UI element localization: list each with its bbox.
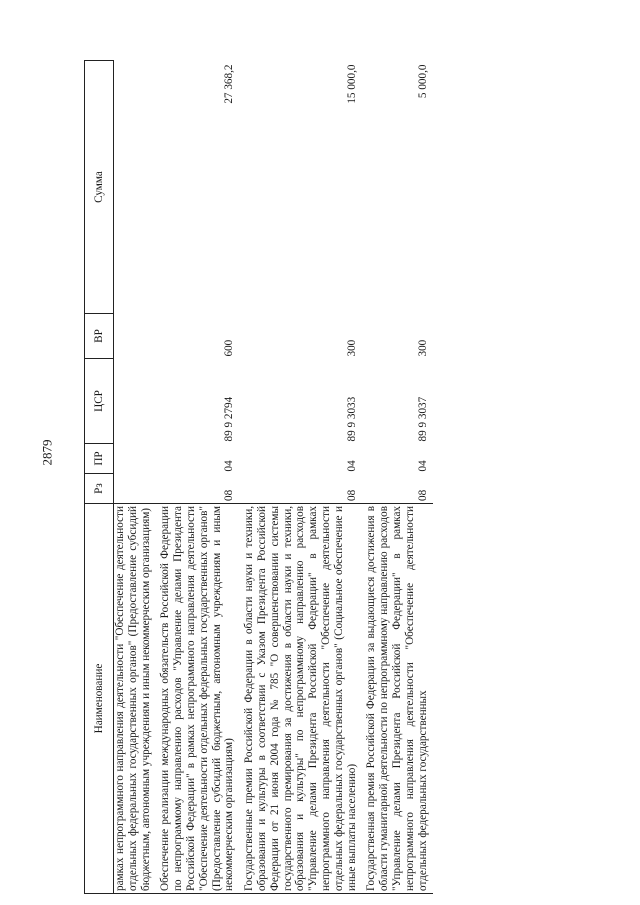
- row-pr: 04: [345, 460, 358, 472]
- row-spacer: [358, 61, 365, 894]
- row-vr: 300: [345, 339, 358, 357]
- row-vr: 300: [416, 339, 429, 357]
- header-vr: ВР: [85, 314, 114, 359]
- row-sum: 5 000,0: [416, 64, 429, 99]
- row-csr: 89 9 3037: [416, 396, 429, 442]
- row-sum: 15 000,0: [345, 64, 358, 104]
- budget-table: [84, 60, 433, 894]
- header-name: Наименование: [85, 504, 114, 894]
- row-rz: [114, 474, 153, 504]
- page-number: 2879: [39, 439, 55, 466]
- header-pr: ПР: [85, 444, 114, 474]
- row-rz: 08: [416, 489, 429, 501]
- row-csr: 89 9 2794: [223, 396, 236, 442]
- rotated-table-area: [84, 61, 629, 894]
- row-rz: 08: [223, 489, 236, 501]
- row-pr: 04: [223, 460, 236, 472]
- row-csr: 89 9 3033: [345, 396, 358, 442]
- table-row: [243, 61, 358, 894]
- row-name: рамках непрограммного направления деятельности "Обеспечение деятельности отдельных федеральных государственных органов" (Предоставление субсидий бюджетным, автономным учреждениям и иным некоммерческим организациям): [114, 504, 153, 894]
- table-container: [84, 61, 629, 894]
- row-name: Государственные премии Российской Федерации в области науки и техники, образования и культуры в соответствии с Указом Президента Российской Федерации от 21 июня 2004 года № 785 "О совершенствовании системы государственного премирования за достижения в области науки и техники, образования и культуры" по непрограммному направлению расходов "Управление делами Президента Российской Федерации" в рамках непрограммного направления деятельности "Обеспечение деятельности отдельных федеральных государственных органов" (Социальное обеспечение и иные выплаты населению): [243, 504, 358, 894]
- row-vr: [114, 314, 153, 359]
- row-pr: [114, 444, 153, 474]
- row-vr: 600: [223, 339, 236, 357]
- table-row: [365, 61, 433, 894]
- header-rz: Рз: [85, 474, 114, 504]
- header-csr: ЦСР: [85, 359, 114, 444]
- row-csr: [114, 359, 153, 444]
- header-sum: Сумма: [85, 61, 114, 314]
- row-pr: 04: [416, 460, 429, 472]
- row-name: Государственная премия Российской Федерации за выдающиеся достижения в области гуманитарной деятельности по непрограммному направлению расходов "Управление делами Президента Российской Федерации" в рамках непрограммного направления деятельности "Обеспечение деятельности отдельных федеральных государственных: [365, 504, 433, 894]
- row-spacer: [236, 61, 243, 894]
- table-row: [159, 61, 236, 894]
- table-row: [114, 61, 153, 894]
- row-sum: 27 368,2: [223, 64, 236, 104]
- row-spacer: [152, 61, 159, 894]
- row-sum: [114, 61, 153, 314]
- row-rz: 08: [345, 489, 358, 501]
- row-name: Обеспечение реализации международных обязательств Российской Федерации по непрограммому направлению расходов "Управление делами Президента Российской Федерации" в рамках непрограммного направления деятельности "Обеспечение деятельности отдельных федеральных государственных органов" (Предоставление субсидий бюджетным, автономным учреждениям и иным некоммерческим организациям): [159, 504, 236, 894]
- table-header-row: [85, 61, 114, 894]
